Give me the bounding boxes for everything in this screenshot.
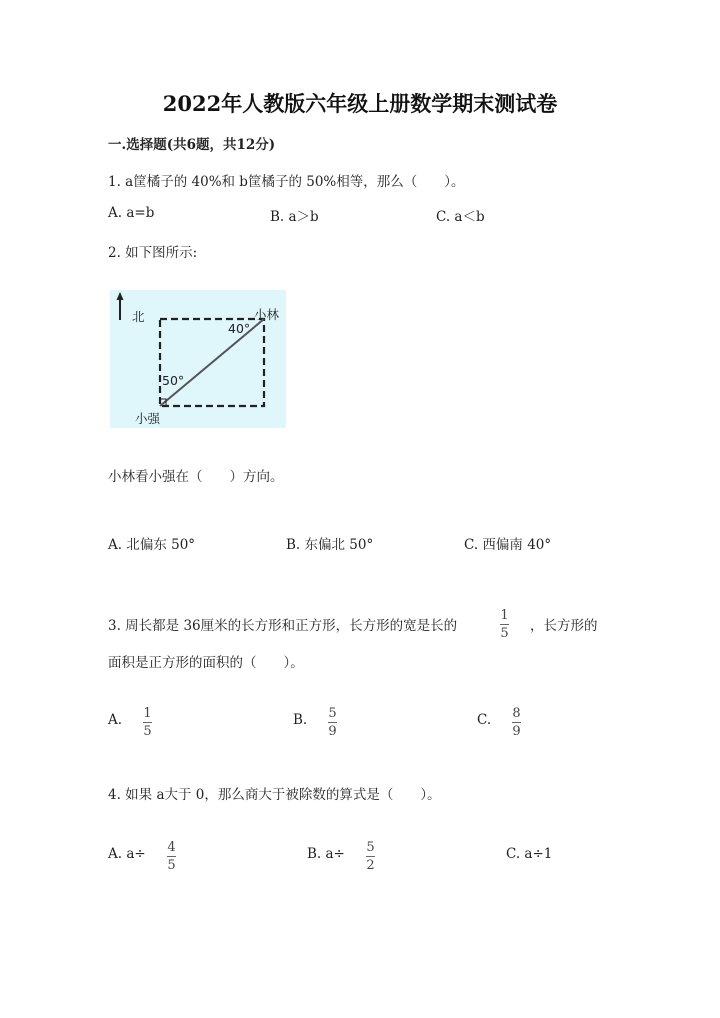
question-3-option-a-label[interactable]: A. bbox=[108, 712, 123, 728]
fraction-numerator: 1 bbox=[143, 706, 152, 721]
question-4-option-b-fraction[interactable] bbox=[366, 840, 375, 873]
fraction-denominator: 9 bbox=[328, 724, 337, 739]
question-4-text: 4. 如果 a大于 0，那么商大于被除数的算式是（ ）。 bbox=[108, 787, 441, 803]
question-1-option-a[interactable]: A. a=b bbox=[108, 205, 155, 221]
page-title: 2022年人教版六年级上册数学期末测试卷 bbox=[162, 91, 558, 116]
question-4-option-a-fraction[interactable] bbox=[167, 840, 176, 873]
question-3-text-after: ，长方形的 bbox=[530, 618, 598, 634]
question-2-option-c[interactable]: C. 西偏南 40° bbox=[464, 537, 552, 553]
question-2-text: 小林看小强在（ ）方向。 bbox=[108, 469, 284, 485]
direction-diagram bbox=[110, 290, 286, 428]
fraction-denominator: 5 bbox=[143, 724, 152, 739]
question-3-fraction bbox=[500, 608, 509, 641]
question-2-option-b[interactable]: B. 东偏北 50° bbox=[286, 537, 374, 553]
question-3-option-a-fraction[interactable] bbox=[143, 706, 152, 739]
north-label: 北 bbox=[132, 309, 145, 324]
question-1-option-b[interactable]: B. a＞b bbox=[270, 209, 319, 225]
question-4-option-b-label[interactable]: B. a÷ bbox=[307, 846, 345, 862]
fraction-numerator: 5 bbox=[366, 840, 375, 855]
fraction-numerator: 4 bbox=[167, 840, 176, 855]
question-3-option-b-label[interactable]: B. bbox=[293, 712, 308, 728]
xiaolin-label: 小林 bbox=[254, 307, 280, 322]
angle-50-label: 50° bbox=[162, 373, 185, 388]
fraction-numerator: 5 bbox=[328, 706, 337, 721]
question-4-option-a-label[interactable]: A. a÷ bbox=[108, 846, 146, 862]
fraction-numerator: 1 bbox=[500, 608, 509, 623]
angle-40-label: 40° bbox=[228, 321, 251, 336]
question-1-text: 1. a筐橘子的 40%和 b筐橘子的 50%相等，那么（ ）。 bbox=[108, 174, 465, 190]
section-heading: 一.选择题(共6题，共12分) bbox=[108, 137, 276, 153]
xiaoqiang-label: 小强 bbox=[135, 411, 161, 426]
question-1-option-c[interactable]: C. a＜b bbox=[436, 209, 485, 225]
north-arrow-icon bbox=[117, 292, 124, 300]
fraction-denominator: 9 bbox=[512, 724, 521, 739]
question-3-option-c-fraction[interactable] bbox=[512, 706, 521, 739]
question-3-line-2: 面积是正方形的面积的（ ）。 bbox=[108, 655, 304, 671]
fraction-numerator: 8 bbox=[512, 706, 521, 721]
question-4-option-c-label[interactable]: C. a÷1 bbox=[506, 846, 553, 862]
question-3-text-before: 3. 周长都是 36厘米的长方形和正方形，长方形的宽是长的 bbox=[108, 618, 458, 634]
question-3-option-b-fraction[interactable] bbox=[328, 706, 337, 739]
question-2-option-a[interactable]: A. 北偏东 50° bbox=[108, 537, 196, 553]
question-3-option-c-label[interactable]: C. bbox=[477, 712, 492, 728]
fraction-denominator: 5 bbox=[167, 858, 176, 873]
question-2-intro: 2. 如下图所示: bbox=[108, 245, 198, 261]
fraction-denominator: 5 bbox=[500, 626, 509, 641]
fraction-denominator: 2 bbox=[366, 858, 375, 873]
